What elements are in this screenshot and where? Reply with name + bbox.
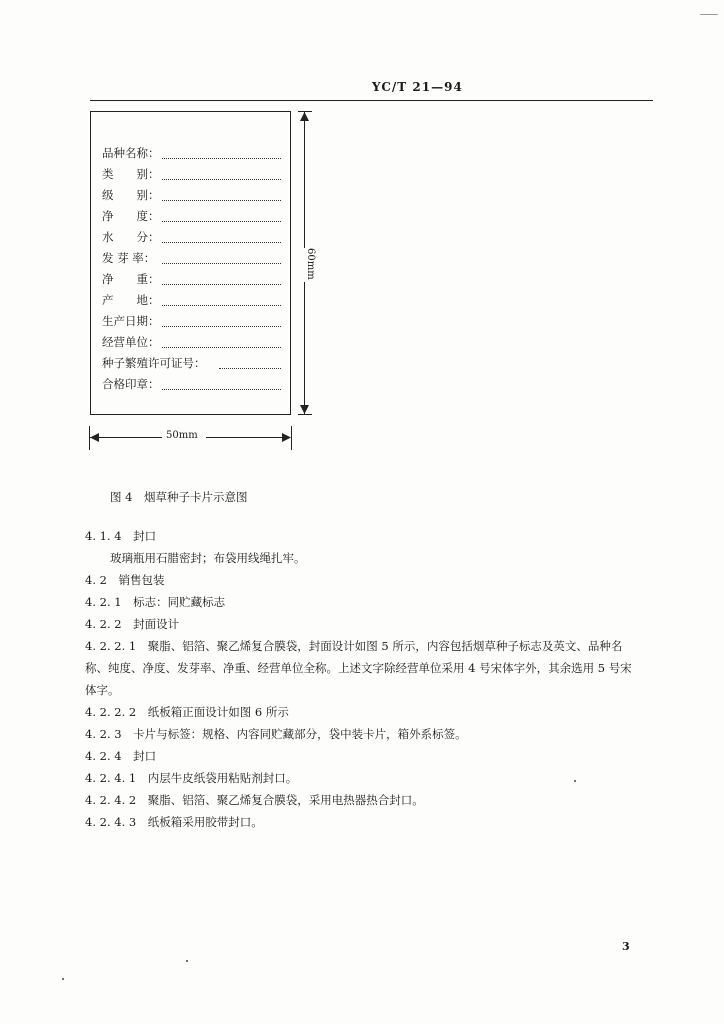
page-number: 3: [622, 940, 630, 953]
fill-line: [162, 389, 281, 390]
fill-line: [162, 242, 281, 243]
paragraph-line: 4. 2. 4. 1 内层牛皮纸袋用粘贴剂封口。: [85, 771, 298, 785]
card-field-purity: 净 度：: [102, 209, 160, 223]
dim-tick-bottom: [298, 414, 312, 415]
standard-code: YC/T 21—94: [372, 80, 463, 94]
height-dimension-label: 60mm: [305, 248, 316, 280]
fill-line: [162, 221, 281, 222]
paragraph-line: 玻璃瓶用石腊密封；布袋用线绳扎牢。: [110, 551, 306, 565]
dim-line-vertical-top: [304, 112, 305, 248]
card-field-origin: 产 地：: [102, 293, 160, 307]
arrow-up-icon: [299, 112, 310, 122]
dim-tick-right: [291, 426, 292, 450]
section-heading: 4. 2. 1 标志：同贮藏标志: [85, 595, 226, 609]
paragraph-line: 4. 2. 2. 1 聚脂、铝箔、聚乙烯复合膜袋，封面设计如图 5 所示，内容包括烟草种子标志及英文、品种名: [85, 639, 623, 653]
arrow-down-icon: [299, 404, 310, 414]
fill-line: [162, 263, 281, 264]
section-heading: 4. 2 销售包装: [85, 573, 165, 587]
paragraph-line: 体字。: [85, 683, 120, 697]
card-field-variety: 品种名称：: [102, 146, 160, 160]
fill-line: [162, 158, 281, 159]
section-heading: 4. 1. 4 封口: [85, 529, 157, 543]
card-field-grade: 级 别：: [102, 188, 160, 202]
section-heading: 4. 2. 2. 2 纸板箱正面设计如图 6 所示: [85, 705, 289, 719]
card-field-qualified-seal: 合格印章：: [102, 377, 160, 391]
card-field-net-weight: 净 重：: [102, 272, 160, 286]
card-field-dealer: 经营单位：: [102, 335, 160, 349]
dim-line-horizontal-right: [206, 437, 290, 438]
card-field-category: 类 别：: [102, 167, 160, 181]
section-heading: 4. 2. 4 封口: [85, 749, 157, 763]
scan-speck: [186, 960, 188, 962]
fill-line: [162, 284, 281, 285]
figure-caption: 图 4 烟草种子卡片示意图: [110, 490, 248, 504]
scan-speck: [700, 14, 718, 15]
scan-speck: [62, 978, 64, 980]
paragraph-line: 称、纯度、净度、发芽率、净重、经营单位全称。上述文字除经营单位采用 4 号宋体字外，其余选用 5 号宋: [85, 661, 632, 675]
card-field-germination: 发 芽 率：: [102, 251, 156, 265]
dim-line-horizontal-left: [90, 437, 162, 438]
card-field-license-number: 种子繁殖许可证号：: [102, 356, 206, 370]
seed-card-figure: [90, 111, 291, 415]
card-field-moisture: 水 分：: [102, 230, 160, 244]
fill-line: [219, 368, 281, 369]
section-heading: 4. 2. 3 卡片与标签：规格、内容同贮藏部分，袋中装卡片，箱外系标签。: [85, 727, 467, 741]
fill-line: [162, 200, 281, 201]
dim-line-vertical-bottom: [304, 282, 305, 414]
header-rule: [90, 100, 653, 101]
fill-line: [162, 347, 281, 348]
card-field-production-date: 生产日期：: [102, 314, 160, 328]
scan-speck: [574, 780, 576, 782]
paragraph-line: 4. 2. 4. 3 纸板箱采用胶带封口。: [85, 815, 263, 829]
paragraph-line: 4. 2. 4. 2 聚脂、铝箔、聚乙烯复合膜袋，采用电热器热合封口。: [85, 793, 424, 807]
fill-line: [162, 326, 281, 327]
arrow-left-icon: [90, 432, 100, 443]
fill-line: [162, 305, 281, 306]
width-dimension-label: 50mm: [166, 430, 198, 441]
fill-line: [162, 179, 281, 180]
arrow-right-icon: [281, 432, 291, 443]
section-heading: 4. 2. 2 封面设计: [85, 617, 180, 631]
